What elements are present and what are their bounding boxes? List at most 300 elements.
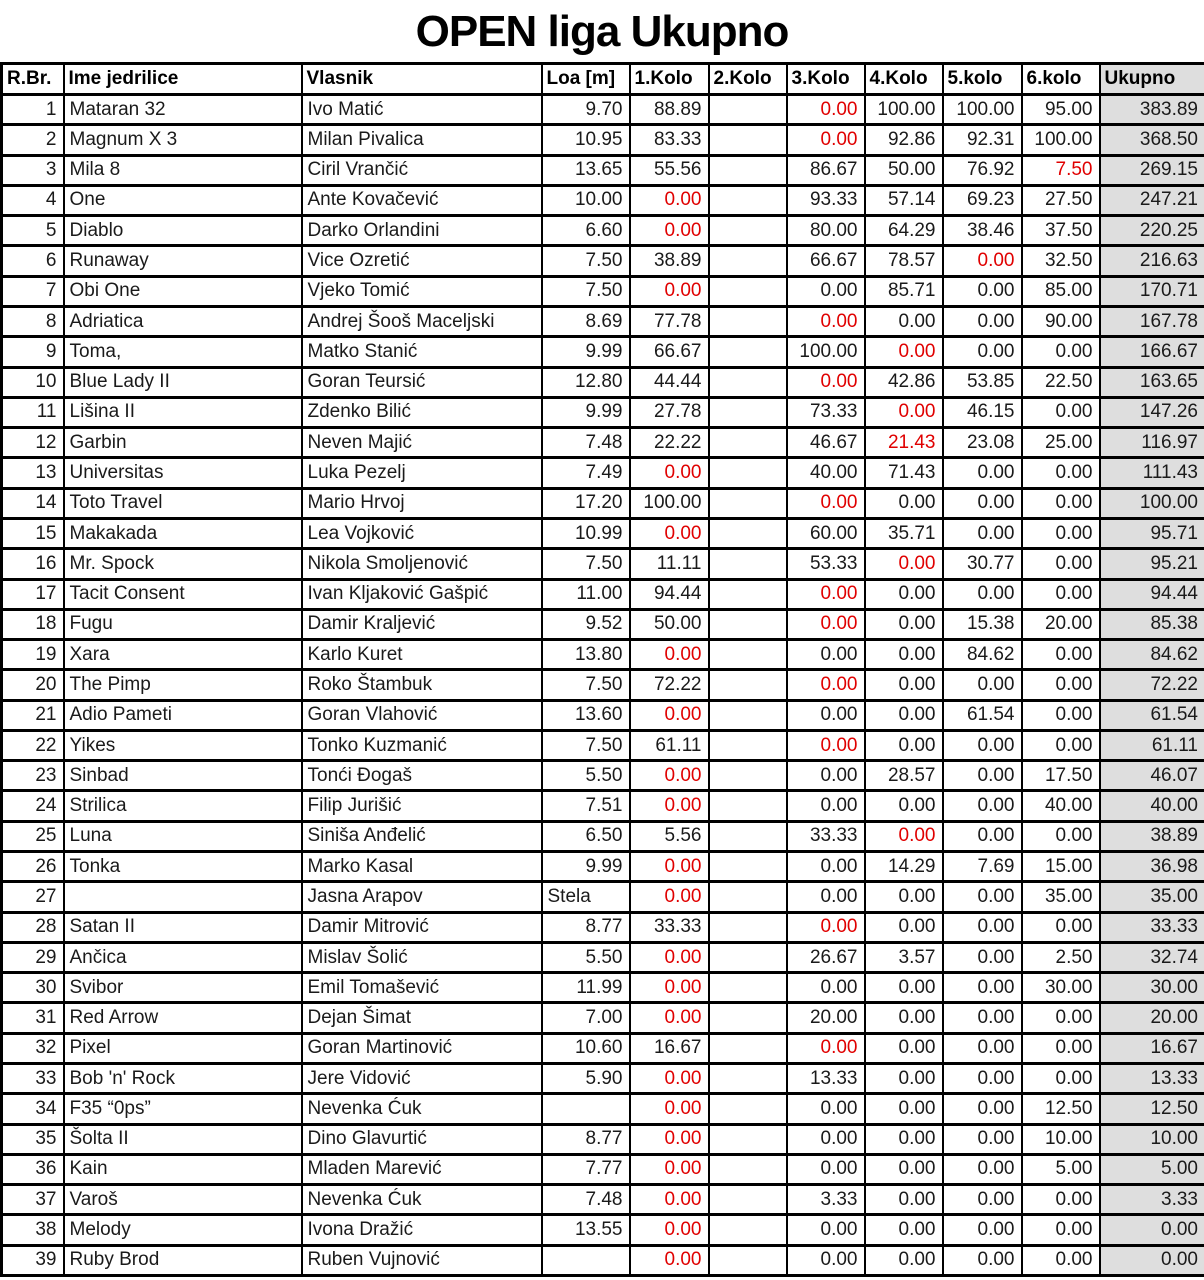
cell-loa: 7.48 bbox=[542, 428, 630, 458]
cell-loa: 7.48 bbox=[542, 1185, 630, 1215]
cell-rbr: 39 bbox=[2, 1245, 64, 1275]
cell-k2 bbox=[709, 670, 787, 700]
cell-k4: 0.00 bbox=[865, 640, 943, 670]
page-title: OPEN liga Ukupno bbox=[415, 7, 789, 56]
cell-ukupno: 216.63 bbox=[1100, 246, 1204, 276]
cell-rbr: 14 bbox=[2, 488, 64, 518]
cell-k2 bbox=[709, 1094, 787, 1124]
cell-loa: 7.49 bbox=[542, 458, 630, 488]
cell-ukupno: 20.00 bbox=[1100, 1003, 1204, 1033]
cell-ime: Pixel bbox=[64, 1033, 302, 1063]
cell-k4: 0.00 bbox=[865, 1215, 943, 1245]
cell-k4: 50.00 bbox=[865, 155, 943, 185]
cell-k5: 0.00 bbox=[943, 306, 1022, 336]
cell-ime: Satan II bbox=[64, 912, 302, 942]
cell-ukupno: 116.97 bbox=[1100, 428, 1204, 458]
cell-rbr: 22 bbox=[2, 730, 64, 760]
cell-k6: 0.00 bbox=[1022, 1033, 1100, 1063]
cell-k6: 0.00 bbox=[1022, 458, 1100, 488]
cell-loa: 10.00 bbox=[542, 185, 630, 215]
cell-k5: 0.00 bbox=[943, 276, 1022, 306]
cell-k5: 0.00 bbox=[943, 942, 1022, 972]
cell-ukupno: 368.50 bbox=[1100, 125, 1204, 155]
cell-rbr: 19 bbox=[2, 640, 64, 670]
cell-ukupno: 38.89 bbox=[1100, 821, 1204, 851]
cell-ime: Magnum X 3 bbox=[64, 125, 302, 155]
cell-k6: 90.00 bbox=[1022, 306, 1100, 336]
cell-ime: Ančica bbox=[64, 942, 302, 972]
cell-k6: 0.00 bbox=[1022, 1215, 1100, 1245]
cell-k1: 0.00 bbox=[630, 458, 709, 488]
cell-k5: 92.31 bbox=[943, 125, 1022, 155]
cell-loa: 7.50 bbox=[542, 730, 630, 760]
cell-k3: 86.67 bbox=[787, 155, 865, 185]
column-header-vlasnik: Vlasnik bbox=[302, 64, 542, 95]
cell-loa: 7.50 bbox=[542, 246, 630, 276]
cell-ukupno: 5.00 bbox=[1100, 1154, 1204, 1184]
cell-ime: Garbin bbox=[64, 428, 302, 458]
cell-vlasnik: Zdenko Bilić bbox=[302, 397, 542, 427]
cell-k6: 0.00 bbox=[1022, 549, 1100, 579]
cell-k6: 0.00 bbox=[1022, 1003, 1100, 1033]
cell-k3: 3.33 bbox=[787, 1185, 865, 1215]
results-table-body bbox=[2, 95, 1204, 1276]
table-row bbox=[2, 306, 1204, 336]
cell-k2 bbox=[709, 973, 787, 1003]
cell-k6: 5.00 bbox=[1022, 1154, 1100, 1184]
table-row bbox=[2, 1154, 1204, 1184]
cell-loa: 10.60 bbox=[542, 1033, 630, 1063]
cell-vlasnik: Dino Glavurtić bbox=[302, 1124, 542, 1154]
table-row bbox=[2, 1094, 1204, 1124]
cell-loa: 10.95 bbox=[542, 125, 630, 155]
table-row bbox=[2, 155, 1204, 185]
table-row bbox=[2, 216, 1204, 246]
cell-loa: 7.50 bbox=[542, 276, 630, 306]
cell-ime: Red Arrow bbox=[64, 1003, 302, 1033]
cell-rbr: 36 bbox=[2, 1154, 64, 1184]
cell-rbr: 27 bbox=[2, 882, 64, 912]
cell-vlasnik: Jasna Arapov bbox=[302, 882, 542, 912]
cell-k3: 40.00 bbox=[787, 458, 865, 488]
cell-k3: 93.33 bbox=[787, 185, 865, 215]
cell-rbr: 31 bbox=[2, 1003, 64, 1033]
cell-vlasnik: Mislav Šolić bbox=[302, 942, 542, 972]
cell-loa: 12.80 bbox=[542, 367, 630, 397]
cell-k1: 61.11 bbox=[630, 730, 709, 760]
cell-ukupno: 147.26 bbox=[1100, 397, 1204, 427]
cell-vlasnik: Ruben Vujnović bbox=[302, 1245, 542, 1275]
cell-vlasnik: Milan Pivalica bbox=[302, 125, 542, 155]
table-row bbox=[2, 640, 1204, 670]
cell-k3: 0.00 bbox=[787, 306, 865, 336]
cell-k4: 0.00 bbox=[865, 579, 943, 609]
cell-k4: 57.14 bbox=[865, 185, 943, 215]
cell-ime: Adriatica bbox=[64, 306, 302, 336]
cell-ukupno: 383.89 bbox=[1100, 95, 1204, 125]
cell-ukupno: 85.38 bbox=[1100, 609, 1204, 639]
cell-rbr: 28 bbox=[2, 912, 64, 942]
cell-loa: Stela bbox=[542, 882, 630, 912]
cell-rbr: 20 bbox=[2, 670, 64, 700]
cell-vlasnik: Matko Stanić bbox=[302, 337, 542, 367]
cell-k3: 0.00 bbox=[787, 609, 865, 639]
cell-k6: 35.00 bbox=[1022, 882, 1100, 912]
cell-k4: 35.71 bbox=[865, 518, 943, 548]
cell-k4: 0.00 bbox=[865, 670, 943, 700]
cell-ukupno: 46.07 bbox=[1100, 761, 1204, 791]
cell-rbr: 26 bbox=[2, 852, 64, 882]
column-header-k3: 3.Kolo bbox=[787, 64, 865, 95]
cell-rbr: 10 bbox=[2, 367, 64, 397]
cell-ukupno: 166.67 bbox=[1100, 337, 1204, 367]
cell-rbr: 2 bbox=[2, 125, 64, 155]
column-header-k5: 5.kolo bbox=[943, 64, 1022, 95]
cell-k4: 100.00 bbox=[865, 95, 943, 125]
column-header-k4: 4.Kolo bbox=[865, 64, 943, 95]
cell-k6: 0.00 bbox=[1022, 579, 1100, 609]
cell-k6: 0.00 bbox=[1022, 821, 1100, 851]
cell-k5: 0.00 bbox=[943, 488, 1022, 518]
cell-ime: Xara bbox=[64, 640, 302, 670]
cell-k3: 0.00 bbox=[787, 852, 865, 882]
cell-k5: 76.92 bbox=[943, 155, 1022, 185]
cell-loa: 6.50 bbox=[542, 821, 630, 851]
cell-k6: 0.00 bbox=[1022, 640, 1100, 670]
cell-ime: Yikes bbox=[64, 730, 302, 760]
cell-rbr: 34 bbox=[2, 1094, 64, 1124]
cell-k1: 11.11 bbox=[630, 549, 709, 579]
cell-k5: 61.54 bbox=[943, 700, 1022, 730]
cell-ukupno: 12.50 bbox=[1100, 1094, 1204, 1124]
cell-vlasnik: Roko Štambuk bbox=[302, 670, 542, 700]
cell-k1: 0.00 bbox=[630, 1124, 709, 1154]
table-row bbox=[2, 549, 1204, 579]
cell-ukupno: 33.33 bbox=[1100, 912, 1204, 942]
cell-vlasnik: Marko Kasal bbox=[302, 852, 542, 882]
cell-ime: Mila 8 bbox=[64, 155, 302, 185]
cell-k1: 5.56 bbox=[630, 821, 709, 851]
cell-k5: 0.00 bbox=[943, 973, 1022, 1003]
cell-ukupno: 163.65 bbox=[1100, 367, 1204, 397]
cell-vlasnik: Darko Orlandini bbox=[302, 216, 542, 246]
cell-ukupno: 95.71 bbox=[1100, 518, 1204, 548]
cell-k2 bbox=[709, 1185, 787, 1215]
cell-k4: 0.00 bbox=[865, 1245, 943, 1275]
cell-loa: 9.99 bbox=[542, 852, 630, 882]
cell-k1: 33.33 bbox=[630, 912, 709, 942]
cell-k3: 0.00 bbox=[787, 912, 865, 942]
cell-ime: Svibor bbox=[64, 973, 302, 1003]
cell-ime: Diablo bbox=[64, 216, 302, 246]
cell-k5: 0.00 bbox=[943, 337, 1022, 367]
cell-k6: 0.00 bbox=[1022, 488, 1100, 518]
cell-rbr: 32 bbox=[2, 1033, 64, 1063]
cell-k3: 0.00 bbox=[787, 276, 865, 306]
cell-k2 bbox=[709, 912, 787, 942]
table-row bbox=[2, 428, 1204, 458]
cell-k2 bbox=[709, 1064, 787, 1094]
cell-k3: 0.00 bbox=[787, 1245, 865, 1275]
cell-rbr: 6 bbox=[2, 246, 64, 276]
cell-loa: 11.99 bbox=[542, 973, 630, 1003]
cell-k1: 38.89 bbox=[630, 246, 709, 276]
cell-loa: 11.00 bbox=[542, 579, 630, 609]
cell-loa: 5.50 bbox=[542, 761, 630, 791]
cell-k2 bbox=[709, 337, 787, 367]
cell-vlasnik: Karlo Kuret bbox=[302, 640, 542, 670]
cell-k2 bbox=[709, 609, 787, 639]
cell-k2 bbox=[709, 1003, 787, 1033]
cell-k2 bbox=[709, 761, 787, 791]
cell-loa: 8.77 bbox=[542, 912, 630, 942]
cell-ime: Luna bbox=[64, 821, 302, 851]
cell-k2 bbox=[709, 397, 787, 427]
cell-ukupno: 170.71 bbox=[1100, 276, 1204, 306]
cell-k3: 33.33 bbox=[787, 821, 865, 851]
cell-vlasnik: Goran Martinović bbox=[302, 1033, 542, 1063]
cell-loa bbox=[542, 1094, 630, 1124]
cell-ukupno: 100.00 bbox=[1100, 488, 1204, 518]
cell-k2 bbox=[709, 1215, 787, 1245]
cell-k6: 20.00 bbox=[1022, 609, 1100, 639]
cell-k4: 0.00 bbox=[865, 488, 943, 518]
cell-ukupno: 269.15 bbox=[1100, 155, 1204, 185]
cell-rbr: 16 bbox=[2, 549, 64, 579]
cell-k6: 37.50 bbox=[1022, 216, 1100, 246]
cell-loa: 5.90 bbox=[542, 1064, 630, 1094]
cell-k2 bbox=[709, 246, 787, 276]
cell-k1: 0.00 bbox=[630, 1185, 709, 1215]
cell-k5: 0.00 bbox=[943, 458, 1022, 488]
column-header-k2: 2.Kolo bbox=[709, 64, 787, 95]
cell-k3: 0.00 bbox=[787, 640, 865, 670]
cell-ukupno: 32.74 bbox=[1100, 942, 1204, 972]
cell-k1: 0.00 bbox=[630, 882, 709, 912]
table-row bbox=[2, 458, 1204, 488]
cell-k5: 84.62 bbox=[943, 640, 1022, 670]
cell-k5: 100.00 bbox=[943, 95, 1022, 125]
cell-k1: 100.00 bbox=[630, 488, 709, 518]
cell-k1: 0.00 bbox=[630, 700, 709, 730]
cell-k1: 0.00 bbox=[630, 852, 709, 882]
cell-k1: 0.00 bbox=[630, 942, 709, 972]
cell-rbr: 15 bbox=[2, 518, 64, 548]
cell-ime: Sinbad bbox=[64, 761, 302, 791]
cell-k6: 0.00 bbox=[1022, 397, 1100, 427]
cell-k5: 0.00 bbox=[943, 1215, 1022, 1245]
cell-k1: 0.00 bbox=[630, 640, 709, 670]
cell-ukupno: 16.67 bbox=[1100, 1033, 1204, 1063]
cell-vlasnik: Siniša Anđelić bbox=[302, 821, 542, 851]
cell-k4: 92.86 bbox=[865, 125, 943, 155]
cell-k1: 0.00 bbox=[630, 1245, 709, 1275]
cell-ime: Toma, bbox=[64, 337, 302, 367]
cell-ime: Makakada bbox=[64, 518, 302, 548]
cell-rbr: 21 bbox=[2, 700, 64, 730]
cell-k5: 0.00 bbox=[943, 791, 1022, 821]
cell-loa: 7.50 bbox=[542, 670, 630, 700]
cell-k5: 53.85 bbox=[943, 367, 1022, 397]
cell-k5: 0.00 bbox=[943, 1185, 1022, 1215]
cell-ukupno: 61.11 bbox=[1100, 730, 1204, 760]
cell-vlasnik: Ante Kovačević bbox=[302, 185, 542, 215]
cell-vlasnik: Damir Mitrović bbox=[302, 912, 542, 942]
cell-rbr: 18 bbox=[2, 609, 64, 639]
cell-vlasnik: Vjeko Tomić bbox=[302, 276, 542, 306]
cell-k5: 0.00 bbox=[943, 912, 1022, 942]
cell-vlasnik: Ivo Matić bbox=[302, 95, 542, 125]
cell-k3: 0.00 bbox=[787, 488, 865, 518]
cell-vlasnik: Damir Kraljević bbox=[302, 609, 542, 639]
cell-vlasnik: Ciril Vrančić bbox=[302, 155, 542, 185]
cell-k5: 0.00 bbox=[943, 1124, 1022, 1154]
cell-k6: 10.00 bbox=[1022, 1124, 1100, 1154]
cell-k6: 0.00 bbox=[1022, 730, 1100, 760]
cell-k1: 72.22 bbox=[630, 670, 709, 700]
cell-k2 bbox=[709, 95, 787, 125]
table-row bbox=[2, 246, 1204, 276]
cell-k1: 0.00 bbox=[630, 1003, 709, 1033]
cell-k1: 77.78 bbox=[630, 306, 709, 336]
cell-loa: 5.50 bbox=[542, 942, 630, 972]
cell-k4: 0.00 bbox=[865, 1064, 943, 1094]
cell-k3: 0.00 bbox=[787, 730, 865, 760]
results-table-head bbox=[2, 64, 1204, 95]
table-row bbox=[2, 1033, 1204, 1063]
cell-k2 bbox=[709, 428, 787, 458]
cell-k1: 0.00 bbox=[630, 1154, 709, 1184]
cell-ukupno: 10.00 bbox=[1100, 1124, 1204, 1154]
column-header-ukupno: Ukupno bbox=[1100, 64, 1204, 95]
cell-k1: 0.00 bbox=[630, 216, 709, 246]
cell-vlasnik: Luka Pezelj bbox=[302, 458, 542, 488]
cell-loa: 8.69 bbox=[542, 306, 630, 336]
cell-rbr: 25 bbox=[2, 821, 64, 851]
table-row bbox=[2, 518, 1204, 548]
cell-k5: 30.77 bbox=[943, 549, 1022, 579]
cell-k6: 0.00 bbox=[1022, 518, 1100, 548]
cell-k1: 83.33 bbox=[630, 125, 709, 155]
cell-rbr: 23 bbox=[2, 761, 64, 791]
results-table bbox=[0, 62, 1204, 1277]
cell-k3: 0.00 bbox=[787, 1124, 865, 1154]
cell-rbr: 1 bbox=[2, 95, 64, 125]
header-row bbox=[2, 64, 1204, 95]
cell-k5: 38.46 bbox=[943, 216, 1022, 246]
cell-ime bbox=[64, 882, 302, 912]
cell-k6: 0.00 bbox=[1022, 912, 1100, 942]
table-row bbox=[2, 761, 1204, 791]
cell-vlasnik: Goran Vlahović bbox=[302, 700, 542, 730]
cell-ime: Tonka bbox=[64, 852, 302, 882]
table-row bbox=[2, 1215, 1204, 1245]
cell-k2 bbox=[709, 579, 787, 609]
cell-k6: 0.00 bbox=[1022, 670, 1100, 700]
table-row bbox=[2, 730, 1204, 760]
table-row bbox=[2, 852, 1204, 882]
cell-k4: 64.29 bbox=[865, 216, 943, 246]
cell-k2 bbox=[709, 821, 787, 851]
cell-k3: 80.00 bbox=[787, 216, 865, 246]
cell-k2 bbox=[709, 852, 787, 882]
cell-k1: 0.00 bbox=[630, 761, 709, 791]
cell-k1: 88.89 bbox=[630, 95, 709, 125]
column-header-loa: Loa [m] bbox=[542, 64, 630, 95]
cell-k3: 100.00 bbox=[787, 337, 865, 367]
cell-k3: 0.00 bbox=[787, 882, 865, 912]
cell-k4: 0.00 bbox=[865, 700, 943, 730]
table-row bbox=[2, 337, 1204, 367]
column-header-rbr: R.Br. bbox=[2, 64, 64, 95]
cell-loa: 17.20 bbox=[542, 488, 630, 518]
cell-k1: 50.00 bbox=[630, 609, 709, 639]
cell-k4: 14.29 bbox=[865, 852, 943, 882]
cell-k6: 85.00 bbox=[1022, 276, 1100, 306]
cell-rbr: 24 bbox=[2, 791, 64, 821]
cell-k5: 0.00 bbox=[943, 761, 1022, 791]
cell-k3: 0.00 bbox=[787, 700, 865, 730]
cell-k2 bbox=[709, 155, 787, 185]
cell-ime: Tacit Consent bbox=[64, 579, 302, 609]
table-row bbox=[2, 821, 1204, 851]
cell-vlasnik: Mladen Marević bbox=[302, 1154, 542, 1184]
cell-k2 bbox=[709, 942, 787, 972]
cell-k5: 7.69 bbox=[943, 852, 1022, 882]
table-row bbox=[2, 125, 1204, 155]
cell-ukupno: 30.00 bbox=[1100, 973, 1204, 1003]
cell-k3: 13.33 bbox=[787, 1064, 865, 1094]
cell-k4: 0.00 bbox=[865, 730, 943, 760]
cell-loa: 13.60 bbox=[542, 700, 630, 730]
cell-vlasnik: Ivona Dražić bbox=[302, 1215, 542, 1245]
table-row bbox=[2, 791, 1204, 821]
cell-loa: 7.77 bbox=[542, 1154, 630, 1184]
cell-rbr: 9 bbox=[2, 337, 64, 367]
cell-ukupno: 94.44 bbox=[1100, 579, 1204, 609]
cell-ukupno: 0.00 bbox=[1100, 1245, 1204, 1275]
cell-k3: 0.00 bbox=[787, 95, 865, 125]
cell-rbr: 35 bbox=[2, 1124, 64, 1154]
cell-k1: 94.44 bbox=[630, 579, 709, 609]
table-row bbox=[2, 670, 1204, 700]
cell-ime: Blue Lady II bbox=[64, 367, 302, 397]
cell-k2 bbox=[709, 367, 787, 397]
cell-k2 bbox=[709, 125, 787, 155]
cell-k3: 0.00 bbox=[787, 579, 865, 609]
cell-k5: 0.00 bbox=[943, 1033, 1022, 1063]
cell-ime: Ruby Brod bbox=[64, 1245, 302, 1275]
cell-ime: Toto Travel bbox=[64, 488, 302, 518]
cell-k6: 7.50 bbox=[1022, 155, 1100, 185]
cell-k6: 40.00 bbox=[1022, 791, 1100, 821]
cell-k6: 22.50 bbox=[1022, 367, 1100, 397]
cell-k2 bbox=[709, 1245, 787, 1275]
cell-k5: 0.00 bbox=[943, 1154, 1022, 1184]
cell-k3: 60.00 bbox=[787, 518, 865, 548]
cell-k2 bbox=[709, 640, 787, 670]
cell-k1: 0.00 bbox=[630, 1094, 709, 1124]
cell-k2 bbox=[709, 791, 787, 821]
cell-k3: 53.33 bbox=[787, 549, 865, 579]
cell-vlasnik: Tonći Đogaš bbox=[302, 761, 542, 791]
table-row bbox=[2, 1064, 1204, 1094]
cell-k5: 23.08 bbox=[943, 428, 1022, 458]
cell-ime: Mr. Spock bbox=[64, 549, 302, 579]
cell-k6: 27.50 bbox=[1022, 185, 1100, 215]
cell-k3: 0.00 bbox=[787, 367, 865, 397]
table-row bbox=[2, 700, 1204, 730]
